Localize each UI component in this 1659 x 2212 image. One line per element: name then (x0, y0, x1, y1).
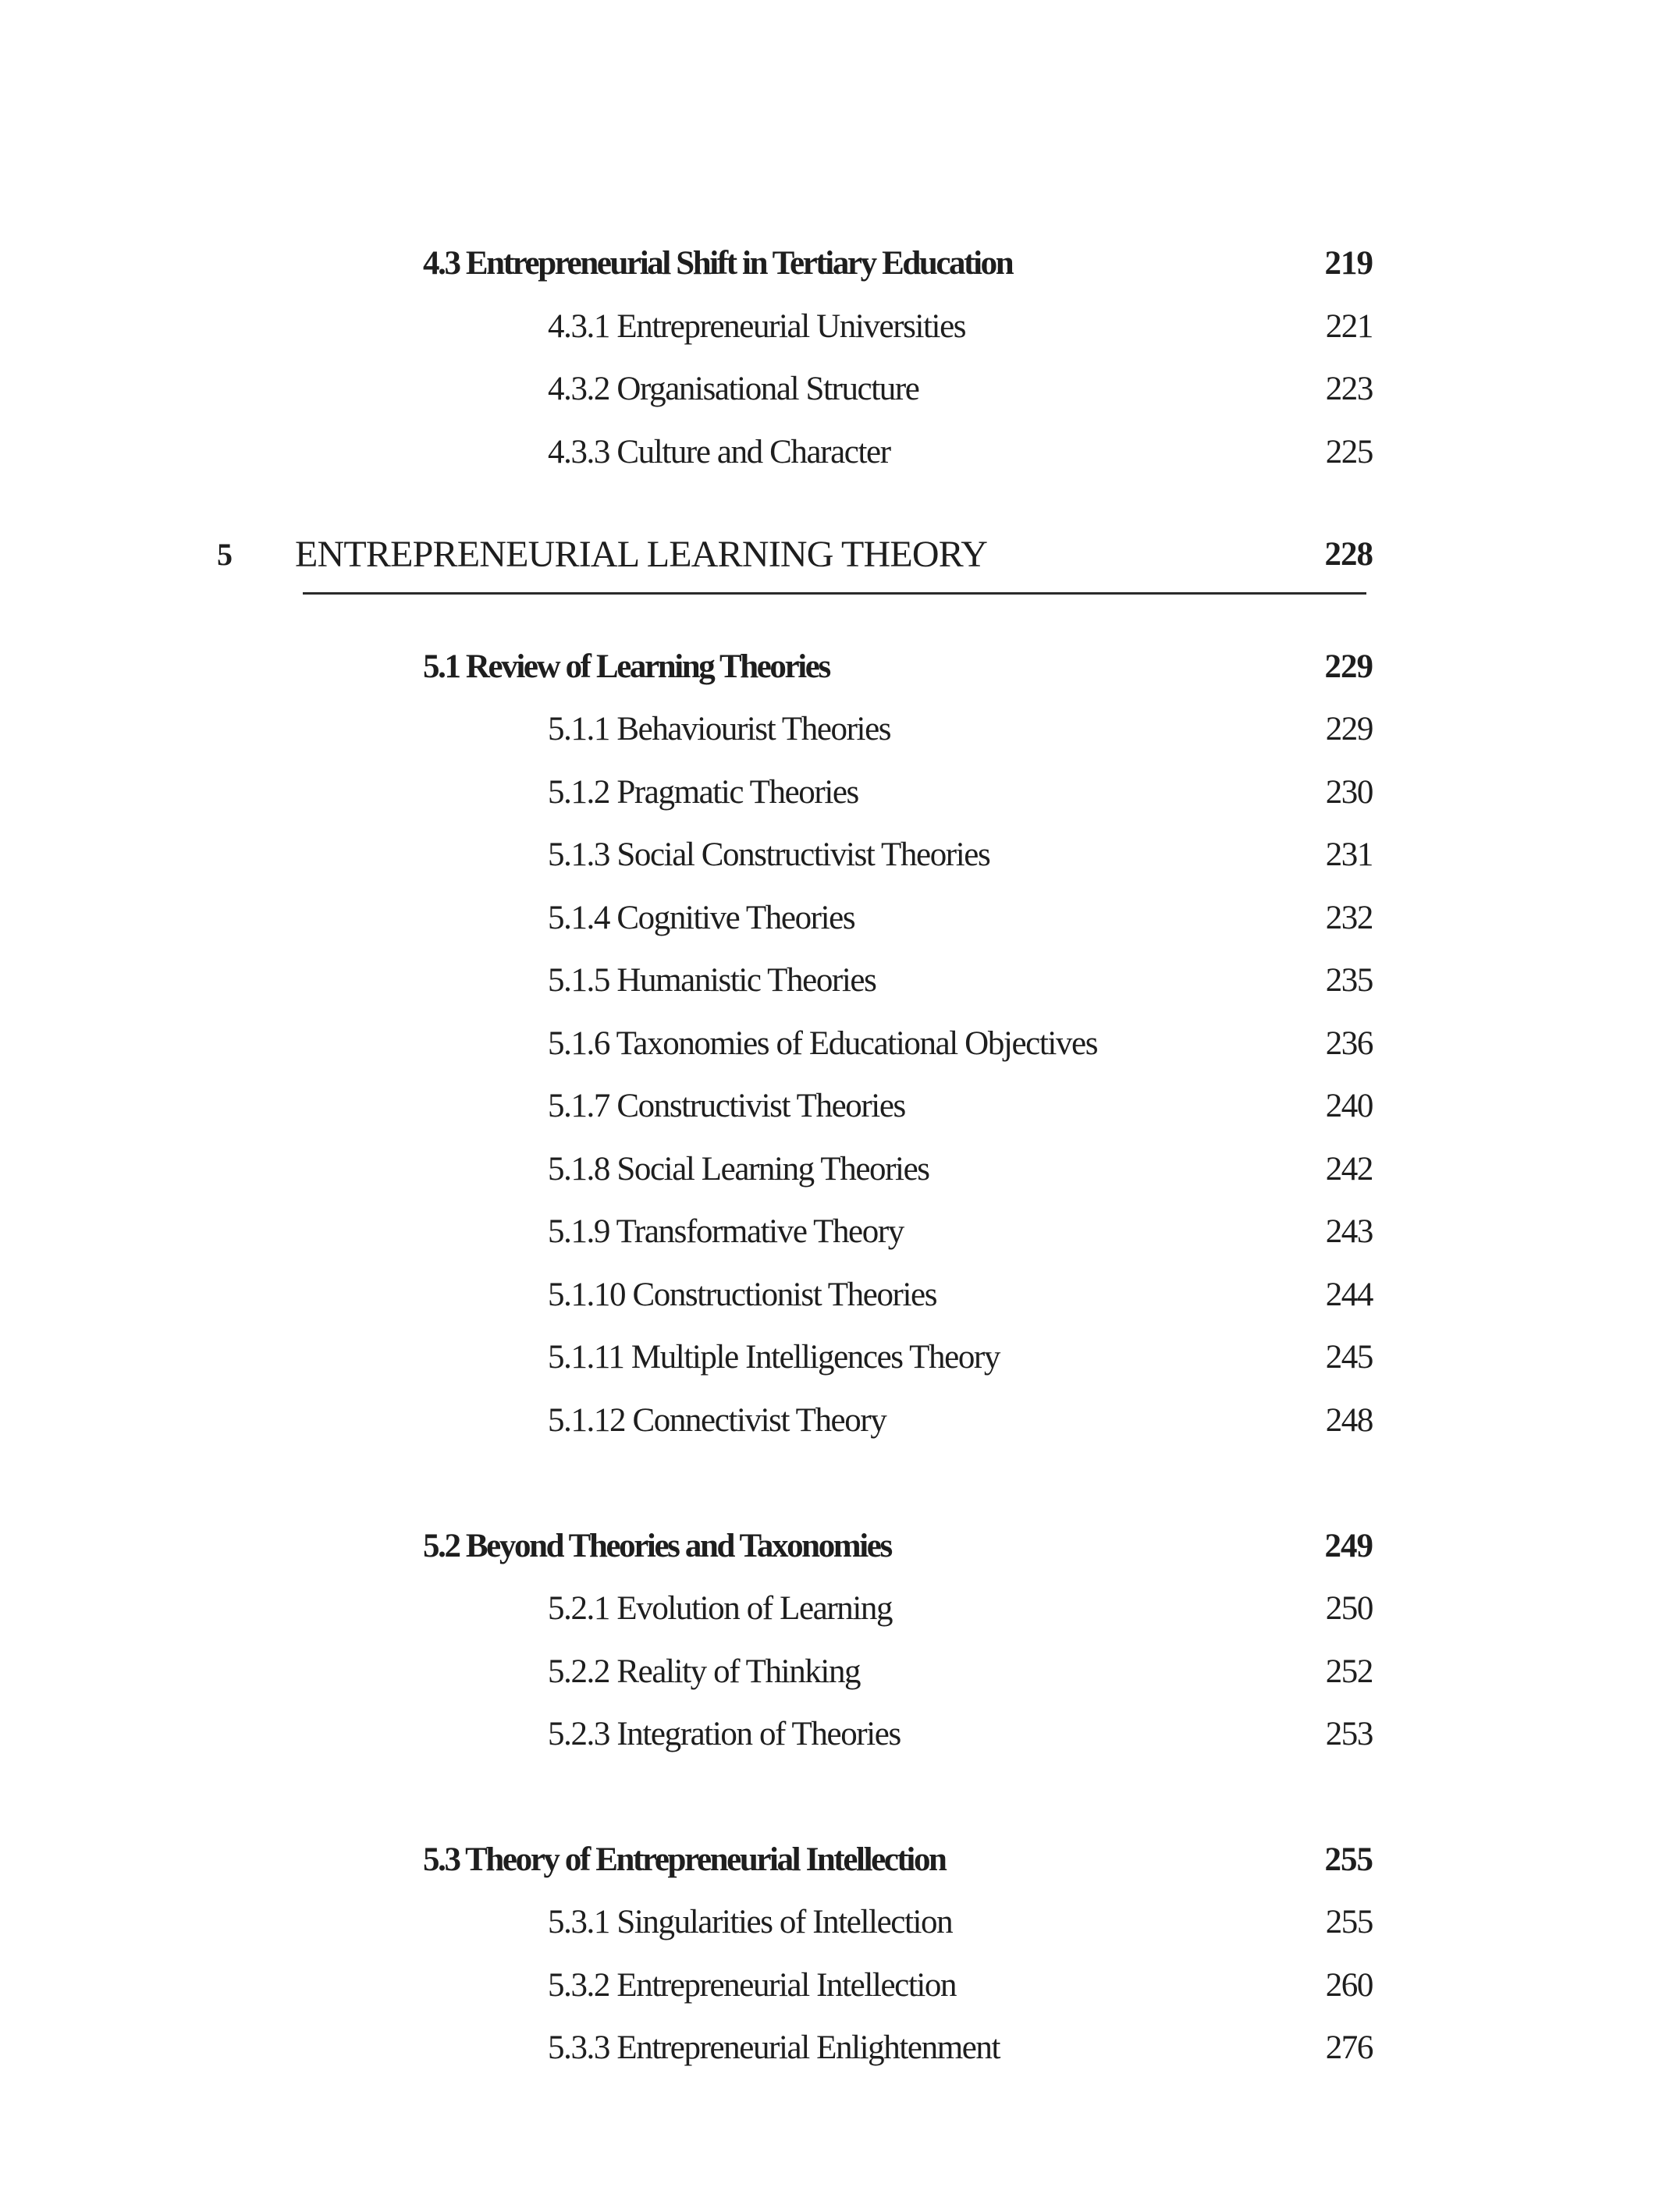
entry-title: 5.1.1 Behaviourist Theories (548, 711, 891, 747)
page-number: 253 (1325, 1716, 1373, 1752)
page-number: 255 (1324, 1841, 1373, 1878)
page-number: 276 (1325, 2029, 1373, 2066)
page-number: 242 (1325, 1151, 1373, 1188)
page-number: 250 (1325, 1590, 1373, 1627)
toc-chapter-5 (0, 524, 1659, 586)
entry-title: 5.1.3 Social Constructivist Theories (548, 836, 990, 873)
toc-entry (0, 1326, 1659, 1389)
toc-entry (0, 950, 1659, 1012)
toc-entry (0, 421, 1659, 484)
toc-entry (0, 1138, 1659, 1201)
toc-entry (0, 1390, 1659, 1452)
entry-title: 5.1.9 Transformative Theory (548, 1213, 904, 1250)
page-number: 243 (1325, 1213, 1373, 1250)
entry-title: 4.3.1 Entrepreneurial Universities (548, 308, 966, 345)
section-title: 5.3 Theory of Entrepreneurial Intellection (423, 1841, 946, 1878)
toc-entry (0, 1891, 1659, 1954)
entry-title: 5.1.4 Cognitive Theories (548, 900, 855, 936)
section-title: 4.3 Entrepreneurial Shift in Tertiary Education (423, 245, 1013, 282)
toc-section-5-1 (0, 636, 1659, 698)
entry-title: 5.1.11 Multiple Intelligences Theory (548, 1339, 1000, 1376)
section-title: 5.2 Beyond Theories and Taxonomies (423, 1528, 891, 1564)
entry-title: 5.1.12 Connectivist Theory (548, 1402, 886, 1439)
page-number: 225 (1325, 434, 1373, 470)
page-number: 221 (1325, 308, 1373, 345)
page-number: 229 (1325, 711, 1373, 747)
page-number: 230 (1325, 774, 1373, 811)
page-number: 248 (1325, 1402, 1373, 1439)
toc-entry (0, 1264, 1659, 1326)
toc-entry (0, 296, 1659, 358)
entry-title: 5.3.3 Entrepreneurial Enlightenment (548, 2029, 1000, 2066)
toc-entry (0, 1201, 1659, 1263)
page-number: 229 (1324, 648, 1373, 685)
entry-title: 5.3.1 Singularities of Intellection (548, 1904, 953, 1940)
entry-title: 5.1.6 Taxonomies of Educational Objectives (548, 1025, 1098, 1062)
page-number: 260 (1325, 1967, 1373, 2004)
page-number: 235 (1325, 962, 1373, 999)
page-number: 228 (1324, 536, 1373, 573)
entry-title: 5.1.5 Humanistic Theories (548, 962, 876, 999)
toc-entry (0, 762, 1659, 824)
page-number: 245 (1325, 1339, 1373, 1376)
toc-entry (0, 698, 1659, 761)
chapter-title: ENTREPRENEURIAL LEARNING THEORY (295, 534, 988, 575)
toc-entry (0, 1641, 1659, 1703)
page-number: 223 (1325, 371, 1373, 407)
entry-title: 5.2.1 Evolution of Learning (548, 1590, 893, 1627)
section-title: 5.1 Review of Learning Theories (423, 648, 830, 685)
page-number: 244 (1325, 1276, 1373, 1313)
toc-section-5-2 (0, 1515, 1659, 1578)
toc-entry (0, 824, 1659, 886)
toc-entry (0, 2017, 1659, 2079)
page-number: 252 (1325, 1653, 1373, 1690)
toc-entry (0, 1703, 1659, 1766)
toc-entry (0, 1578, 1659, 1640)
page-number: 255 (1325, 1904, 1373, 1940)
page-number: 231 (1325, 836, 1373, 873)
toc-section-4-3 (0, 233, 1659, 295)
entry-title: 5.2.2 Reality of Thinking (548, 1653, 861, 1690)
entry-title: 5.1.10 Constructionist Theories (548, 1276, 937, 1313)
entry-title: 5.3.2 Entrepreneurial Intellection (548, 1967, 957, 2004)
toc-entry (0, 887, 1659, 950)
toc-section-5-3 (0, 1829, 1659, 1891)
page-number: 249 (1324, 1528, 1373, 1564)
toc-entry (0, 1075, 1659, 1138)
entry-title: 4.3.3 Culture and Character (548, 434, 890, 470)
toc-entry (0, 1955, 1659, 2017)
entry-title: 5.1.7 Constructivist Theories (548, 1088, 905, 1124)
entry-title: 5.1.8 Social Learning Theories (548, 1151, 929, 1188)
entry-title: 5.2.3 Integration of Theories (548, 1716, 901, 1752)
page-number: 240 (1325, 1088, 1373, 1124)
entry-title: 5.1.2 Pragmatic Theories (548, 774, 858, 811)
toc-entry (0, 1013, 1659, 1075)
chapter-number: 5 (217, 537, 233, 572)
page-number: 236 (1325, 1025, 1373, 1062)
entry-title: 4.3.2 Organisational Structure (548, 371, 919, 407)
chapter-divider (303, 592, 1366, 595)
page-number: 232 (1325, 900, 1373, 936)
toc-entry (0, 358, 1659, 421)
page-number: 219 (1324, 245, 1373, 282)
